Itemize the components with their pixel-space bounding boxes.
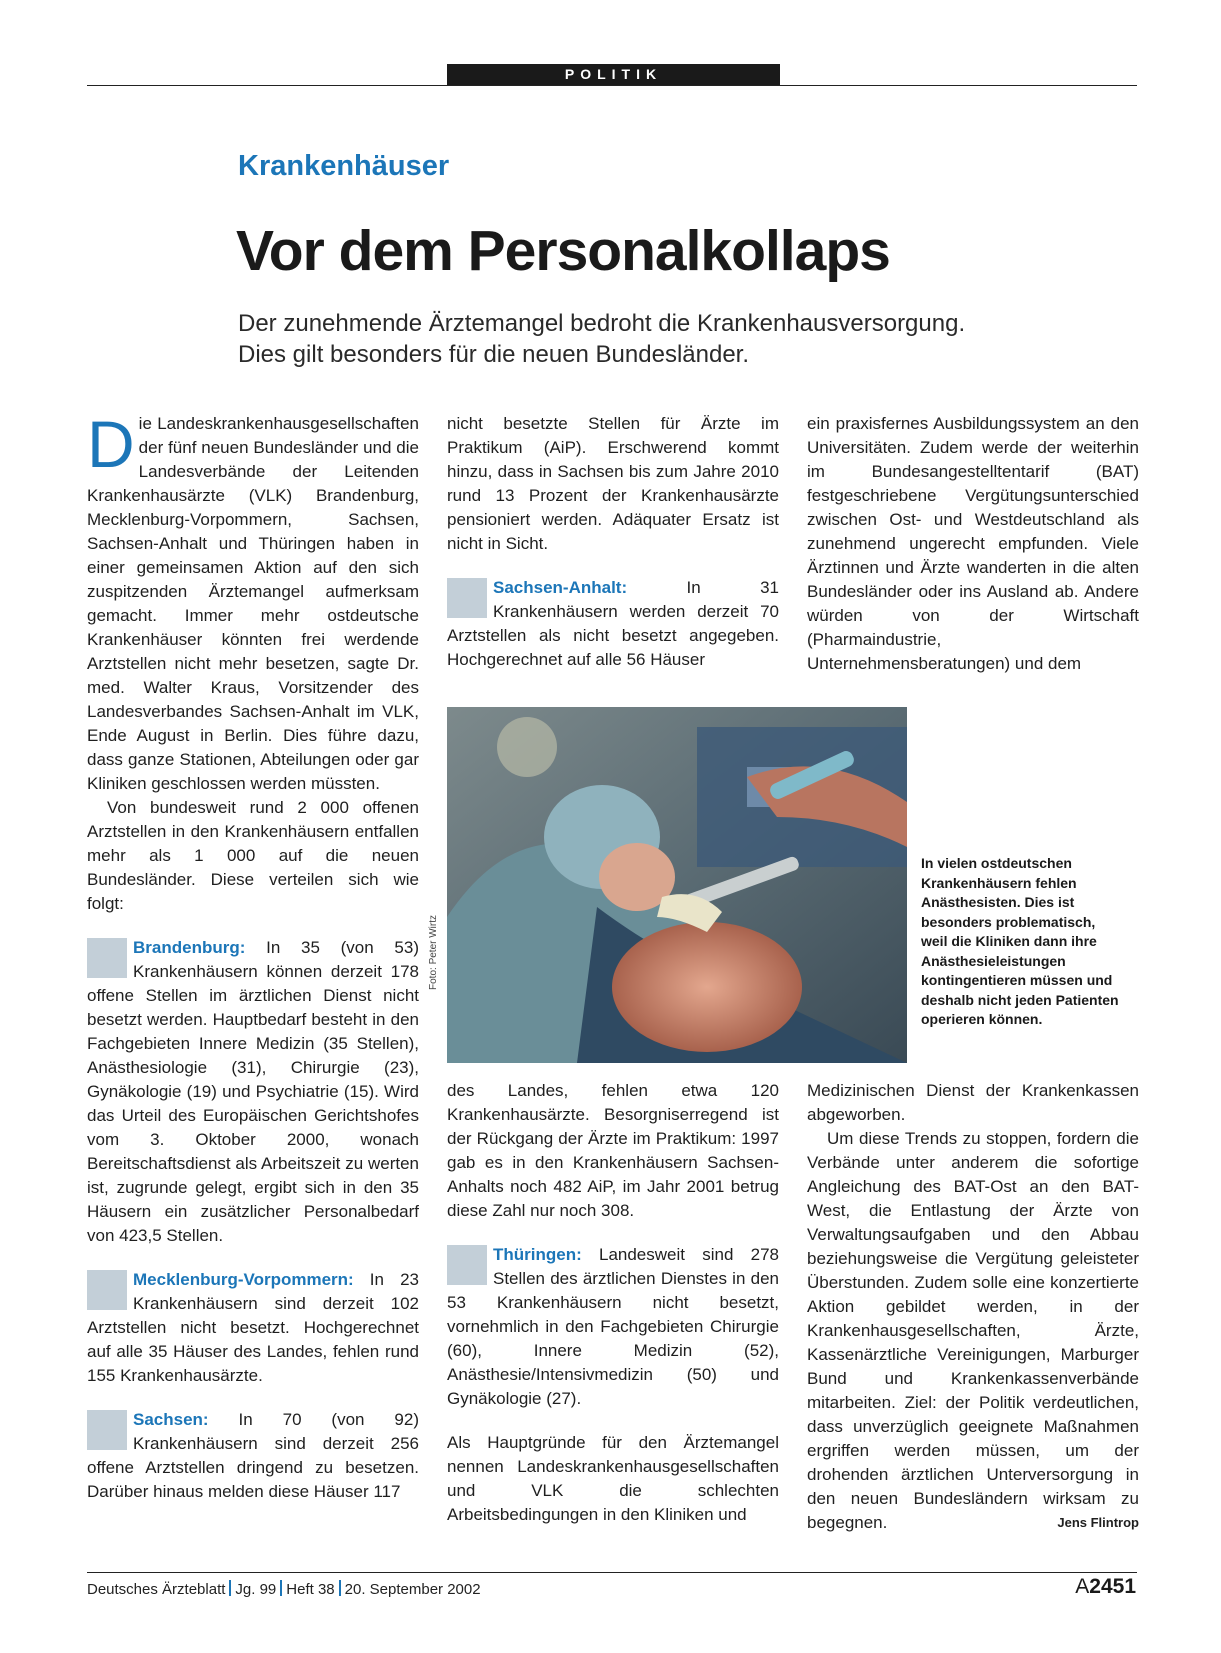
- state-text: In 35 (von 53) Krankenhäusern können derzeit 178 offene Stellen im ärztlichen Dienst nicht besetzt werden. Hauptbedarf besteht in den Fachgebieten Innere Medizin (35 Stellen), Anästhesiologie (31), Chirurgie (23), Gynäkologie (19) und Psychiatrie (15). Wird das Urteil des Europäischen Gerichtshofes vom 3. Oktober 2000, wonach Bereitschaftsdienst als Arbeitszeit zu werten ist, zugrunde gelegt, ergibt sich in den 35 Häusern ein zusätzlicher Personalbedarf von 423,5 Stellen.: [87, 938, 419, 1245]
- footer-separator: [229, 1580, 231, 1596]
- state-label: Thüringen:: [493, 1245, 582, 1264]
- state-block-brandenburg: [87, 936, 419, 1248]
- paragraph-col3-2: Medizinischen Dienst der Krankenkassen abgeworben.: [807, 1081, 1139, 1124]
- marker-square: [447, 1245, 487, 1285]
- state-label: Sachsen-Anhalt:: [493, 578, 628, 597]
- journal-name: Deutsches Ärzteblatt: [87, 1581, 226, 1598]
- journal-issue: Heft 38: [286, 1581, 335, 1598]
- page-number: [1075, 1575, 1136, 1599]
- state-label: Mecklenburg-Vorpommern:: [133, 1270, 354, 1289]
- state-text: In 31 Krankenhäusern werden derzeit 70 Arztstellen als nicht besetzt angegeben. Hochgerechnet auf alle 56 Häuser: [447, 578, 779, 669]
- photo-credit: Foto: Peter Wirtz: [428, 914, 439, 990]
- paragraph-2: Von bundesweit rund 2 000 offenen Arztstellen in den Krankenhäusern entfallen mehr als 1 000 auf die neuen Bundesländer. Diese verteilen sich wie folgt:: [87, 798, 419, 913]
- marker-square: [87, 1410, 127, 1450]
- paragraph-col2-3: des Landes, fehlen etwa 120 Krankenhausärzte. Besorgniserregend ist der Rückgang der Ärzte im Praktikum: 1997 gab es in den Krankenhäusern Sachsen-Anhalts noch 482 AiP, im Jahr 2001 betrug diese Zahl nur noch 308.: [447, 1081, 779, 1220]
- marker-square: [87, 938, 127, 978]
- state-label: Brandenburg:: [133, 938, 246, 957]
- page-number-value: 2451: [1089, 1575, 1136, 1598]
- state-block-sachsen: [87, 1408, 419, 1504]
- closing-text: Um diese Trends zu stoppen, fordern die Verbände unter anderem die sofortige Angleichung des BAT-Ost an den BAT-West, die Entlastung der Ärzte von Verwaltungsaufgaben und den Abbau beziehungsweise die Vergütung geleisteter Überstunden. Zudem solle eine konzertierte Aktion gebildet werden, in der Krankenhausgesellschaften, Ärzte, Kassenärztliche Vereinigungen, Marburger Bund und Krankenkassenverbände mitarbeiten. Ziel: der Politik verdeutlichen, dass unverzüglich geeignete Maßnahmen ergriffen werden müssen, um der drohenden ärztlichen Unterversorgung in den neuen Bundesländern wirksam zu begegnen.: [807, 1129, 1139, 1532]
- footer-separator: [339, 1580, 341, 1596]
- intro-text: ie Landeskrankenhausgesellschaften der fünf neuen Bundesländer und die Landesverbände der Leitenden Krankenhausärzte (VLK) Brandenburg, Mecklenburg-Vorpommern, Sachsen, Sachsen-Anhalt und Thüringen haben in einer gemeinsamen Aktion auf den sich zuspitzenden Ärztemangel aufmerksam gemacht. Immer mehr ostdeutsche Krankenhäuser könnten frei werdende Arztstellen nicht mehr besetzen, sagte Dr. med. Walter Kraus, Vorsitzender des Landesverbandes Sachsen-Anhalt im VLK, Ende August in Berlin. Dies führe dazu, dass ganze Stationen, Abteilungen oder gar Kliniken geschlossen werden müssten.: [87, 414, 419, 793]
- marker-square: [447, 578, 487, 618]
- header-rule: [87, 85, 1137, 86]
- photo-caption: In vielen ostdeutschen Krankenhäusern fehlen Anästhesisten. Dies ist besonders problematisch, weil die Kliniken dann ihre Anästhesieleistungen kontingentieren müssen und deshalb nicht jeden Patienten operieren können.: [921, 855, 1119, 1027]
- marker-square: [87, 1270, 127, 1310]
- state-block-mv: [87, 1268, 419, 1388]
- paragraph-intro: [87, 407, 419, 796]
- page-prefix: A: [1075, 1575, 1090, 1598]
- state-text: In 23 Krankenhäusern sind derzeit 102 Arztstellen nicht besetzt. Hochgerechnet auf alle 35 Häuser des Landes, fehlen rund 155 Krankenhausärzte.: [87, 1270, 419, 1385]
- journal-volume: Jg. 99: [235, 1581, 277, 1598]
- paragraph-col3-3: [807, 1127, 1139, 1535]
- state-text: Landesweit sind 278 Stellen des ärztlichen Dienstes in den 53 Krankenhäusern nicht besetzt, vornehmlich in den Fachgebieten Chirurgie (60), Innere Medizin (52), Anästhesie/Intensivmedizin (50) und Gynäkologie (27).: [447, 1245, 779, 1408]
- footer-citation: [87, 1580, 481, 1598]
- state-block-sachsen-anhalt: [447, 576, 779, 672]
- state-label: Sachsen:: [133, 1410, 209, 1429]
- article-lead: [238, 308, 1058, 370]
- paragraph-col2-1: nicht besetzte Stellen für Ärzte im Praktikum (AiP). Erschwerend kommt hinzu, dass in Sachsen bis zum Jahre 2010 rund 13 Prozent der Krankenhausärzte pensioniert werden. Adäquater Ersatz ist nicht in Sicht.: [447, 414, 779, 553]
- dropcap: D: [87, 407, 135, 481]
- column-3-bottom: [807, 1079, 1139, 1535]
- section-label: POLITIK: [447, 64, 780, 85]
- column-1: [87, 407, 419, 1504]
- footer-separator: [280, 1580, 282, 1596]
- photo-illustration: [447, 707, 907, 1063]
- paragraph-col3-1: ein praxisfernes Ausbildungssystem an den Universitäten. Zudem werde der weiterhin im Bundesangestelltentarif (BAT) festgeschriebene Vergütungsunterschied zwischen Ost- und Westdeutschland als zunehmend ungerecht empfunden. Viele Ärztinnen und Ärzte wanderten in die alten Bundesländer oder ins Ausland ab. Andere würden von der Wirtschaft (Pharmaindustrie, Unternehmensberatungen) und dem: [807, 414, 1139, 673]
- footer-rule: [87, 1572, 1137, 1573]
- paragraph-col2-5: Als Hauptgründe für den Ärztemangel nennen Landeskrankenhausgesellschaften und VLK die schlechten Arbeitsbedingungen in den Kliniken und: [447, 1433, 779, 1524]
- journal-date: 20. September 2002: [344, 1581, 481, 1598]
- lead-line-2: Dies gilt besonders für die neuen Bundesländer.: [238, 341, 750, 368]
- state-text: In 70 (von 92) Krankenhäusern sind derzeit 256 offene Arztstellen dringend zu besetzen. Darüber hinaus melden diese Häuser 117: [87, 1410, 419, 1501]
- lead-line-1: Der zunehmende Ärztemangel bedroht die Krankenhausversorgung.: [238, 310, 966, 337]
- surgery-photo: [447, 707, 907, 1063]
- author-name: Jens Flintrop: [1057, 1515, 1139, 1530]
- column-2-top: [447, 412, 779, 672]
- column-3-top: [807, 412, 1139, 676]
- column-2-bottom: [447, 1079, 779, 1527]
- article-kicker: Krankenhäuser: [238, 150, 450, 182]
- state-block-thueringen: [447, 1243, 779, 1411]
- article-title: Vor dem Personalkollaps: [236, 219, 890, 283]
